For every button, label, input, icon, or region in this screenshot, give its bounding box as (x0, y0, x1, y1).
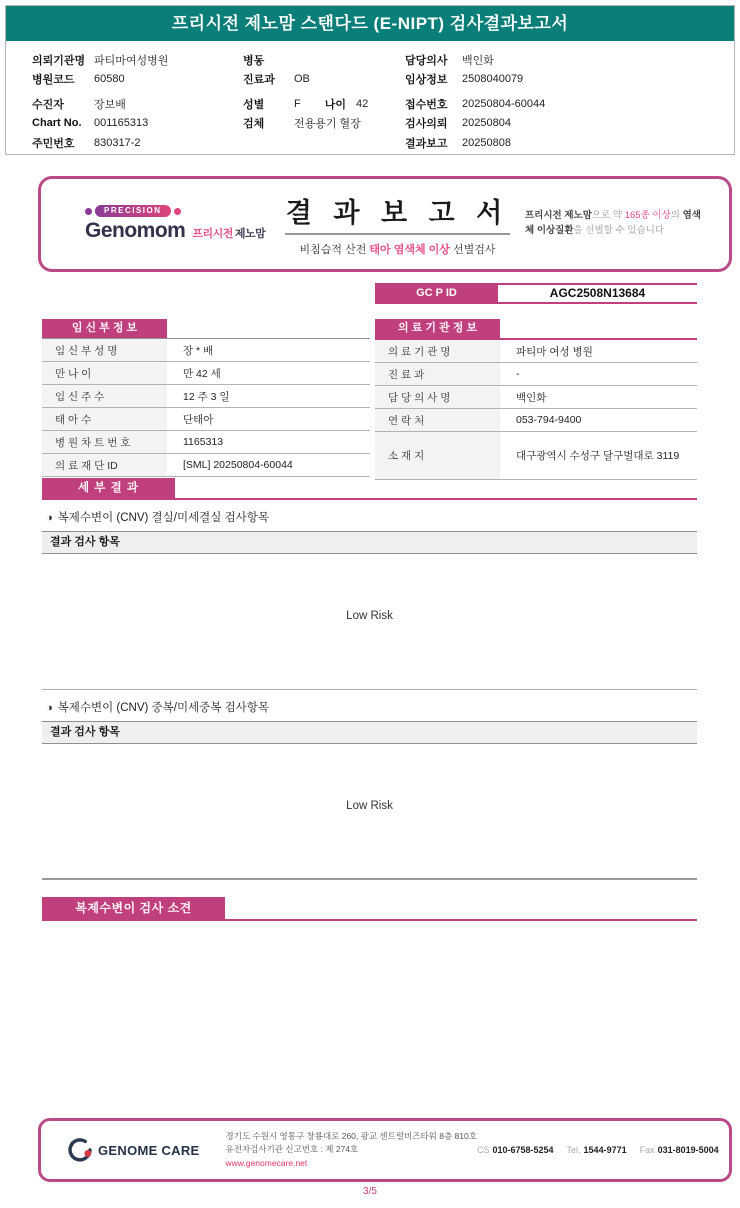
patient-info-row (243, 94, 408, 114)
row-label: 담 당 의 사 명 (375, 386, 500, 408)
cnv-result-value: Low Risk (346, 610, 393, 622)
gc-p-id-row (375, 283, 697, 304)
mother-table-header (42, 319, 370, 338)
table-row (42, 454, 370, 477)
patient-info-col-2 (243, 50, 408, 133)
clinic-info-table (375, 319, 697, 480)
field-value: 20250808 (462, 136, 511, 149)
patient-info-row (243, 114, 408, 134)
patient-info-col-3 (405, 50, 725, 153)
field-value: 2508040079 (462, 73, 524, 86)
brand-kr-pink: 프리시전 (192, 228, 233, 240)
half-circle-icon: ◑ (46, 512, 53, 524)
address-line-1: 경기도 수원시 영통구 창룡대로 260, 광교 센트럴비즈타워 8층 810호 (225, 1131, 477, 1142)
row-value: 파티마 여성 병원 (516, 345, 593, 358)
table-row (42, 339, 370, 362)
patient-info-row (405, 94, 725, 114)
clinic-table-header (375, 319, 697, 340)
row-label: 임 신 부 성 명 (42, 339, 167, 361)
report-title-bar: 프리시전 제노맘 스탠다드 (E-NIPT) 검사결과보고서 (6, 6, 734, 41)
desc-pink-1: 165종 이상 (624, 210, 671, 222)
table-row (375, 386, 697, 409)
desc-bold-1: 프리시전 제노맘 (525, 210, 592, 222)
patient-info-col-1 (32, 50, 237, 153)
field-value: 장보배 (94, 98, 126, 111)
cnv-result-block (42, 500, 697, 690)
patient-info-row (32, 114, 237, 134)
field-value: 백인화 (462, 54, 494, 67)
desc-bold-2: 염색체 이상질환 (525, 210, 701, 236)
cnv-title-text: 복제수변이 (CNV) 중복/미세중복 검사항목 (57, 702, 270, 714)
cnv-table-header: 결과 검사 항목 (42, 721, 697, 744)
brand-kr-dark: 제노맘 (234, 228, 266, 240)
row-value: 1165313 (183, 436, 224, 448)
field-label: 접수번호 (405, 98, 448, 111)
contact-label: Fax (639, 1145, 655, 1155)
row-label: 의 료 기 관 명 (375, 340, 500, 362)
page-number: 3/5 (363, 1186, 377, 1197)
contact-number: 031-8019-5004 (657, 1145, 719, 1155)
report-description (525, 209, 705, 238)
title-underline (285, 233, 510, 235)
gc-p-id-label: GC P ID (375, 285, 498, 302)
cnv-result-block (42, 690, 697, 880)
footer-box (38, 1118, 732, 1182)
cnv-blocks (42, 500, 697, 880)
field-label: 수진자 (32, 98, 64, 111)
patient-info-row (32, 70, 237, 90)
row-label: 연 락 처 (375, 409, 500, 431)
patient-info-row (405, 50, 725, 70)
cnv-block-title (42, 500, 697, 531)
cnv-title-text: 복제수변이 (CNV) 결실/미세결실 검사항목 (57, 512, 270, 524)
patient-info-row (243, 70, 408, 90)
row-value: - (516, 368, 520, 380)
patient-info-row (32, 94, 237, 114)
row-label: 병 원 차 트 번 호 (42, 431, 167, 453)
patient-info-row (405, 133, 725, 153)
address-line-2: 유전자검사기관 신고번호 : 제 274호 (225, 1144, 359, 1155)
clinic-table-title: 의 료 기 관 정 보 (375, 319, 500, 338)
field-label: 주민번호 (32, 137, 75, 150)
patient-info-row (405, 114, 725, 134)
footer-address (226, 1130, 477, 1170)
field-value: 20250804-60044 (462, 97, 546, 110)
badge-dot-icon (174, 208, 181, 215)
row-value: 백인화 (516, 391, 547, 404)
table-row (375, 409, 697, 432)
field-value: 20250804 (462, 117, 511, 130)
field-label: 검사의뢰 (405, 118, 448, 131)
desc-text-3: 을 선별할 수 있습니다 (573, 225, 665, 236)
row-value: 대구광역시 수성구 달구벌대로 3119 (516, 450, 680, 462)
field-label: 병원코드 (32, 74, 75, 87)
mother-table-title: 임 신 부 정 보 (42, 319, 167, 338)
opinion-section-tab: 복제수변이 검사 소견 (42, 897, 225, 919)
report-title-block (270, 191, 525, 257)
table-row (42, 362, 370, 385)
row-label: 의 료 재 단 ID (42, 454, 167, 476)
half-circle-icon: ◑ (46, 702, 53, 714)
row-value: 12 주 3 일 (183, 390, 230, 403)
precision-badge (85, 205, 270, 217)
clinic-table-rows (375, 340, 697, 480)
field-label: 진료과 (243, 74, 275, 87)
patient-header-box (5, 5, 735, 155)
brand-name (85, 219, 270, 243)
subtitle-highlight: 태아 염색체 이상 (369, 244, 450, 256)
field-label: 임상정보 (405, 74, 448, 87)
contact-number: 010-6758-5254 (492, 1145, 554, 1155)
genomom-logo (85, 205, 270, 243)
desc-text-1: 으로 약 (591, 210, 625, 222)
field-label-2: 나이 (324, 98, 346, 111)
table-row (42, 431, 370, 454)
contact-item (477, 1145, 554, 1155)
field-label: 성별 (243, 98, 265, 111)
mother-table-rows (42, 338, 370, 477)
row-value: 만 42 세 (183, 367, 221, 380)
table-row (375, 340, 697, 363)
detail-section-tab: 세 부 결 과 (42, 478, 175, 498)
contact-label: Tel. (566, 1145, 581, 1155)
row-value: [SML] 20250804-60044 (183, 459, 293, 471)
field-label: 의뢰기관명 (32, 54, 86, 67)
cnv-table-header: 결과 검사 항목 (42, 531, 697, 554)
table-row (42, 408, 370, 431)
opinion-section-header (42, 897, 697, 921)
website-url: www.genomecare.net (225, 1157, 308, 1168)
field-label: 담당의사 (405, 54, 448, 67)
field-value: OB (294, 73, 310, 86)
row-label: 진 료 과 (375, 363, 500, 385)
table-row (375, 363, 697, 386)
field-label: 검체 (243, 118, 265, 131)
row-label: 소 재 지 (375, 432, 500, 479)
field-value: 전용용기 혈장 (294, 118, 361, 131)
report-main-title: 결 과 보 고 서 (285, 198, 510, 228)
subtitle-suffix: 선별검사 (449, 244, 496, 256)
field-value-2: 42 (356, 97, 369, 110)
report-subtitle (270, 241, 525, 257)
table-row (375, 432, 697, 480)
field-label: Chart No. (32, 117, 82, 130)
patient-info-row (32, 133, 237, 153)
field-value: 파티마여성병원 (94, 54, 169, 67)
badge-dot-icon (85, 208, 92, 215)
precision-badge-label: PRECISION (95, 205, 171, 217)
field-value: 60580 (94, 73, 125, 86)
field-value: F (294, 97, 301, 110)
mother-info-table (42, 319, 370, 477)
patient-info-row (243, 50, 408, 70)
row-label: 태 아 수 (42, 408, 167, 430)
table-row (42, 385, 370, 408)
cnv-block-title (42, 690, 697, 721)
footer-contacts (477, 1145, 719, 1155)
genome-care-logo (67, 1137, 200, 1163)
cnv-result-value: Low Risk (346, 800, 393, 812)
genome-care-logo-icon (67, 1137, 93, 1163)
contact-item (640, 1145, 719, 1155)
row-label: 만 나 이 (42, 362, 167, 384)
brand-genomom: Genomom (85, 219, 186, 242)
contact-number: 1544-9771 (583, 1145, 627, 1155)
genome-care-logo-text: GENOME CARE (98, 1142, 200, 1158)
field-label: 병동 (243, 54, 265, 67)
report-header-box (38, 176, 732, 272)
contact-label: CS (476, 1145, 490, 1155)
field-value: 830317-2 (94, 136, 141, 149)
field-label: 결과보고 (405, 137, 448, 150)
detail-section-header (42, 478, 697, 500)
detail-results-section (42, 478, 697, 880)
row-value: 단태아 (183, 413, 214, 426)
row-value: 053-794-9400 (516, 414, 582, 426)
contact-item (567, 1145, 627, 1155)
desc-text-2: 의 (670, 210, 683, 222)
patient-info-row (32, 50, 237, 70)
subtitle-prefix: 비침습적 산전 (299, 244, 370, 256)
row-value: 장 * 배 (183, 344, 214, 357)
patient-info-row (405, 70, 725, 90)
field-value: 001165313 (94, 117, 149, 130)
gc-p-id-value: AGC2508N13684 (498, 285, 697, 302)
row-label: 임 신 주 수 (42, 385, 167, 407)
